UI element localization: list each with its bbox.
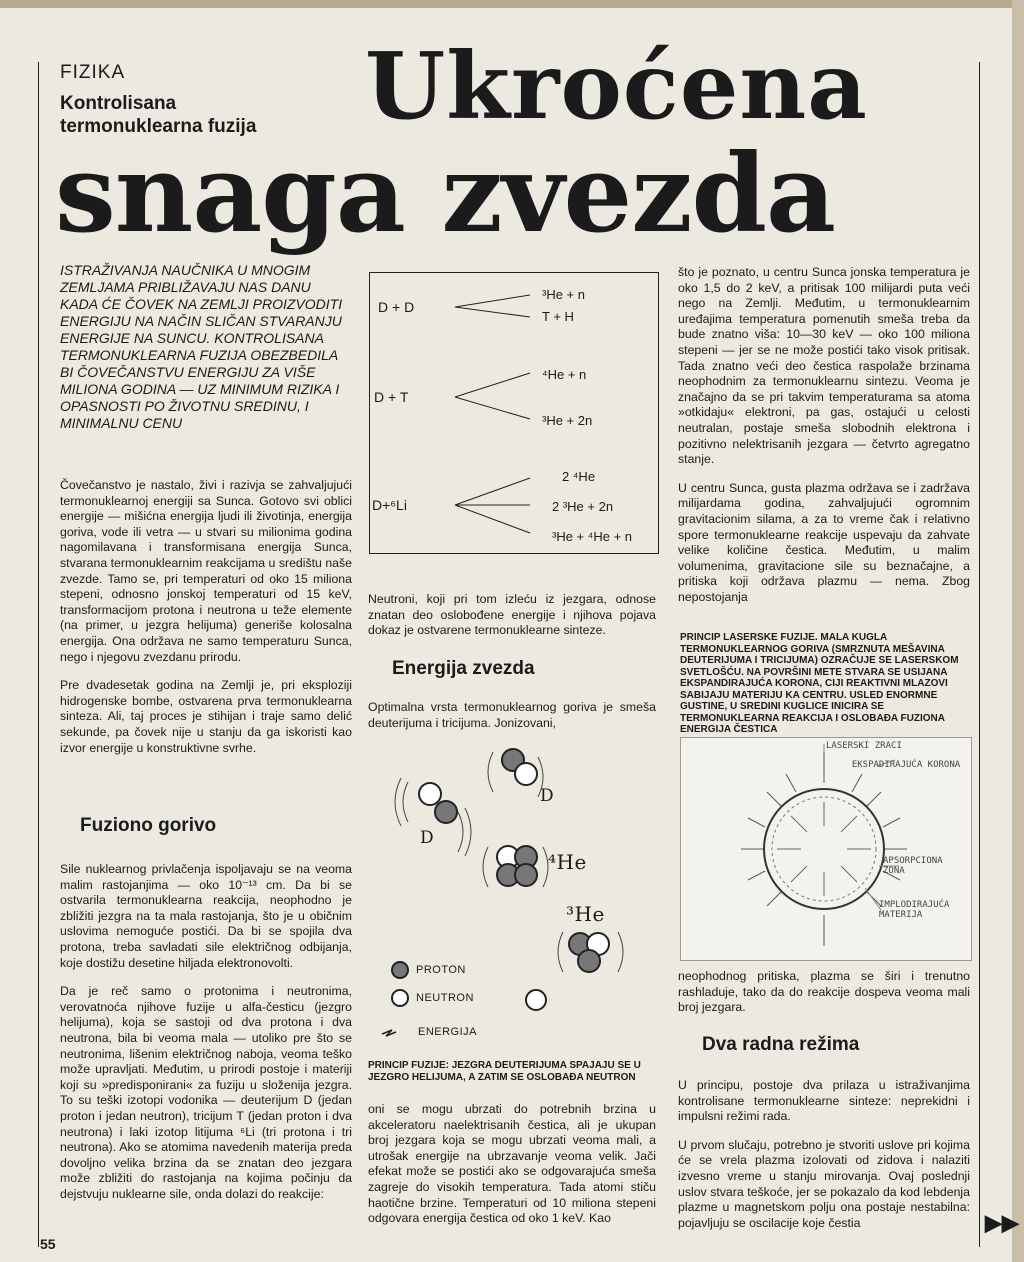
- paragraph: U centru Sunca, gusta plazma održava se i zadržava milijardama godina, zahvaljujući ogromnim gravitacionim silama, a za to vreme čak i relativno spore termonuklearne reakcije uspevaju da zahvate velike količine čestica. Međutim, u malim volumenima, gravitacione sile su beznačajne, a pritiska koji održava plazmu — nema. Zbog nepostojanja: [678, 480, 970, 604]
- label-he4: ⁴He: [548, 850, 587, 874]
- paragraph: Da je reč samo o protonima i neutronima, verovatnoća njihove fuzije u alfa-česticu (jezgro helijuma), koja se sastoji od dva protona i dva neutrona, bila bi veoma mala — utoliko pre što se neutronima, lišenim električnog naboja, veoma teško može upravljati. Međutim, u prirodi postoje i materiji koji su »predisponirani« za fuziju u složenija jezgra. To su teški izotopi vodonika — deuterijum D (jedan proton i jedan neutron), tricijum T (jedan proton i dva neutrona) i laki izotop litijuma ⁶Li (tri protona i tri neutrona). Ako se atomima navedenih materija preda dovoljno velika brzina da se znatan deo jezgara može zbližiti do rastojanja na kojima počinju da dejstvuju nuklearne sile, onda dolazi do reakcije:: [60, 984, 352, 1201]
- lead-paragraph: ISTRAŽIVANJA NAUČNIKA U MNOGIM ZEMLJAMA PRIBLIŽAVAJU NAS DANU KADA ĆE ČOVEK NA ZEMLJI PROIZVODITI ENERGIJU NA NAČIN SLIČAN STVARANJU ENERGIJE NA SUNCU. KONTROLISANA TERMONUKLEARNA FUZIJA OBEZBEDILA BI ČOVEČANSTVU ENERGIJU ZA VIŠE MILIONA GODINA — UZ MINIMUM RIZIKA I OPASNOSTI PO ŽIVOTNU SREDINU, I MINIMALNU CENU: [60, 262, 343, 431]
- headline-line-1: Ukroćena: [365, 32, 868, 140]
- paragraph: Čovečanstvo je nastalo, živi i razivja se zahvaljujući termonuklearnoj energiji sa Sunca. Gotovo svi oblici energije — mišićna energija ljudi ili životinja, energija goriva, vode ili vetra — u stvari su milionima godina nagomilavana i transformisana energija Sunca, stvarana termonuklearnim reakcijama u središtu naše zvezde. Tamo se, pri temperaturi od oko 15 miliona stepeni, odnosno jonskoj temperaturi od 15 keV, transformacijom protona i neutrona u teže elemente (na primer, u jezgra helijuma) generiše kolosalna energija. Ona održava ne samo temperaturu Sunca, nego i njegovu zvezdanu prirodu.: [60, 478, 352, 664]
- label-d-2: D: [420, 828, 435, 848]
- reactions-diagram: [369, 272, 659, 554]
- column-2-body-end: [368, 1102, 656, 1240]
- column-3-body-end: [678, 1078, 970, 1244]
- heading-energija-zvezda: Energija zvezda: [392, 658, 535, 679]
- paragraph: Pre dvadesetak godina na Zemlji je, pri eksploziji hidrogenske bombe, ostvarena prva termonuklearna sinteza. Ali, taj proces je stihijan i traje samo delić sekunde, pa čovek nije u stanju da ga iskoristi kao izvor energije u konstruktivne svrhe.: [60, 678, 352, 755]
- reaction-2-product-2: ³He + 2n: [542, 413, 593, 428]
- reaction-3-product-3: ³He + ⁴He + n: [552, 529, 633, 544]
- frame-rule-right: [979, 62, 980, 1247]
- column-2-body: [368, 592, 656, 652]
- column-1-body: [60, 478, 352, 769]
- section-label: FIZIKA: [60, 62, 126, 83]
- reaction-3-product-2: 2 ³He + 2n: [552, 499, 614, 514]
- legend-proton: PROTON: [416, 964, 466, 976]
- reaction-2-product-1: ⁴He + n: [542, 367, 587, 382]
- reaction-1-product-2: T + H: [542, 309, 574, 324]
- subheading-line-2: termonuklearna fuzija: [60, 116, 257, 137]
- legend-energy: ENERGIJA: [418, 1026, 478, 1038]
- legend-neutron: NEUTRON: [416, 992, 474, 1004]
- top-color-band: [0, 0, 1024, 8]
- paragraph: što je poznato, u centru Sunca jonska temperatura je oko 1,5 do 2 keV, a pritisak 100 milijardi puta veći nego na Zemlji. Međutim, u termonuklearnim uređajima temperatura pomenutih smeša treba da bude znatno viša: 10—30 keV — oko 100 miliona stepeni — jer se ne može postići tako visok pritisak. Tada znatno veći deo čestica raspolaže brzinama neophodnim za termonuklearnu sintezu. Veoma je značajno da se pri takvim temperaturama sa atoma »otkidaju« elektroni, pa gas, ostajući u celosti neutralan, postaje smeša slobodnih elektrona i pozitivno nelektrisanih jezgara — četvrto agregatno stanje.: [678, 265, 970, 467]
- headline-line-2: snaga zvezda: [55, 131, 836, 257]
- heading-dva-radna-rezima: Dva radna režima: [702, 1034, 860, 1055]
- paragraph: Neutroni, koji pri tom izleću iz jezgara, odnose znatan deo oslobođene energije i njihova pojava dokaz je ostvarene termonuklearne sinteze.: [368, 592, 656, 638]
- reaction-3-reactants: D+⁶Li: [372, 497, 407, 513]
- paragraph: U principu, postoje dva prilaza u istraživanjima kontrolisane termonuklearne sinteze: neprekidni i impulsni režimi rada.: [678, 1078, 970, 1124]
- paragraph: Optimalna vrsta termonuklearnog goriva je smeša deuterijuma i tricijuma. Jonizovani,: [368, 700, 656, 730]
- heading-fuziono-gorivo: Fuziono gorivo: [80, 815, 217, 836]
- paragraph: U prvom slučaju, potrebno je stvoriti uslove pri kojima će se vrela plazma izolovati od zidova i nalaziti izvesno vreme u stanju mirovanja. Ovaj poslednji uslov stvara teškoće, jer se pokazalo da kod lebdenja plazme u magnetskom polju ona postaje nestabilna: pojavljuju se oscilacije koje čestia: [678, 1137, 970, 1230]
- label-laser-rays: LASERSKI ZRACI: [826, 741, 902, 751]
- fusion-principle-figure: [368, 732, 656, 1052]
- reaction-1-reactants: D + D: [378, 299, 415, 315]
- paragraph: oni se mogu ubrzati do potrebnih brzina u akceleratoru naelektrisanih čestica, ali je ukupan broj jezgara koja se mogu ubrzati veoma mali, a utrošak energije na ubrzavanje veoma velik. Jači efekat može se postići ako se odgovarajuća smeša zagreje do visokih temperatura. Tada atomi stiču haotične brzine. Temperaturi od 10 miliona stepeni odgovara energija čestica od oko 1 keV. Kao: [368, 1102, 656, 1226]
- paragraph: Sile nuklearnog privlačenja ispoljavaju se na veoma malim rastojanjima — oko 10⁻¹³ cm. Da bi se ostvarila termonuklearna reakcija, neophodno je zbližiti jezgra na ta mala rastojanja, što je u običnim uslovima nemoguće postići. Da bi se spojila dva protona, treba savladati sile električnog odbijanja, koje dostižu desetine hiljada elektronovolti.: [60, 862, 352, 970]
- reaction-3-product-1: 2 ⁴He: [562, 469, 596, 484]
- column-3-body: [678, 265, 970, 618]
- column-3-body-continued: [678, 969, 970, 1029]
- laser-caption: PRINCIP LASERSKE FUZIJE. MALA KUGLA TERMONUKLEARNOG GORIVA (SMRZNUTA MEŠAVINA DEUTERIJUMA I TRICIJUMA) OZRAČUJE SE LASERSKOM SVETLOŠĆU. NA POVRŠINI METE STVARA SE USIJANA EKSPANDIRAJUĆA KORONA, CIJI REAKTIVNI MLAZOVI SABIJAJU MATERIJU KA CENTRU. USLED ENORMNE GUSTINE, U SREDINI KUGLICE INICIRA SE TERMONUKLEARNA REAKCIJA I OSLOBAĐA FUZIONA ENERGIJA ČESTICA: [680, 632, 959, 735]
- laser-fusion-diagram: [680, 737, 972, 961]
- page-number: 55: [40, 1236, 56, 1252]
- subheading-line-1: Kontrolisana: [60, 93, 177, 114]
- column-1-body-continued: [60, 862, 352, 1215]
- continue-arrow-icon: ▶▶: [985, 1210, 1019, 1235]
- paragraph: neophodnog pritiska, plazma se širi i trenutno rashladuje, tako da do reakcije dospeva veoma mali broj jezgara.: [678, 969, 970, 1015]
- frame-rule-left: [38, 62, 39, 1247]
- label-d-1: D: [540, 786, 555, 806]
- reaction-arrows: [370, 273, 658, 553]
- reaction-2-reactants: D + T: [374, 389, 409, 405]
- laser-target-illustration: [681, 738, 971, 960]
- fusion-illustration: [368, 732, 656, 1052]
- page-edge-band: [1012, 0, 1024, 1262]
- fusion-caption: PRINCIP FUZIJE: JEZGRA DEUTERIJUMA SPAJAJU SE U JEZGRO HELIJUMA, A ZATIM SE OSLOBAĐA NEUTRON: [368, 1060, 641, 1083]
- label-he3: ³He: [566, 902, 605, 926]
- label-imploding-matter: IMPLODIRAJUĆA MATERIJA: [879, 900, 950, 920]
- label-absorption-zone: APSORPCIONA ZONA: [883, 856, 943, 876]
- reaction-1-product-1: ³He + n: [542, 287, 585, 302]
- label-corona: EKSPADIRAJUĆA KORONA: [851, 760, 961, 770]
